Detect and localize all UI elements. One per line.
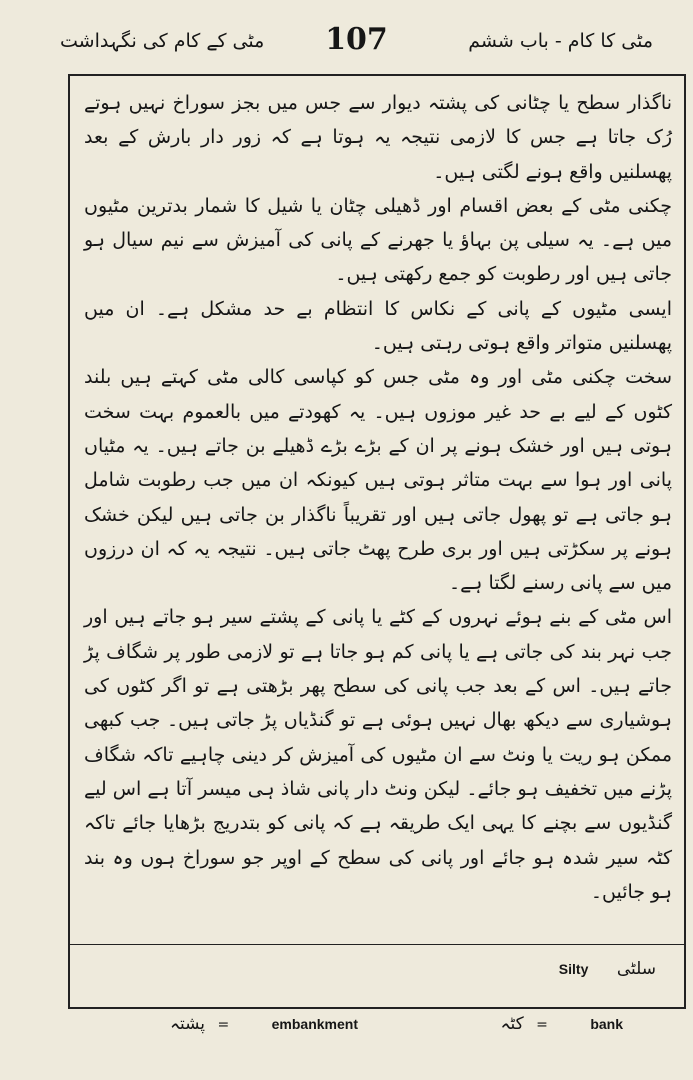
chapter-running-title: مٹی کے کام کی نگہداشت	[60, 30, 265, 52]
footnote-divider	[70, 944, 684, 945]
glossary-english: bank	[590, 1016, 623, 1032]
paragraph: ایسی مٹیوں کے پانی کے نکاس کا انتظام بے حد مشکل ہے۔ ان میں پھسلنیں متواتر واقع ہوتی رہتی ہیں۔	[84, 297, 672, 355]
body-text	[84, 86, 672, 909]
footnote	[559, 959, 656, 979]
glossary-urdu: پشتہ	[170, 1014, 205, 1034]
glossary-urdu: کٹہ	[500, 1014, 524, 1034]
footnote-english: Silty	[558, 961, 589, 977]
glossary-english: embankment	[271, 1016, 358, 1032]
paragraph: ناگذار سطح یا چٹانی کی پشتہ دیوار سے جس میں بجز سوراخ نہیں ہوتے رُک جاتا ہے جس کا لازمی نتیجہ یہ ہوتا ہے کہ زور دار بارش کے بعد پھسلنیں واقع ہونے لگتی ہیں۔	[84, 92, 672, 183]
equals-sign: =	[536, 1017, 548, 1033]
paragraph: سخت چکنی مٹی اور وہ مٹی جس کو کپاسی کالی مٹی کہتے ہیں بلند کٹوں کے لیے بے حد غیر موزوں ہیں۔ یہ کھودتے میں بالعموم بہت سخت ہوتی ہیں اور خشک ہونے پر ان کے بڑے بڑے ڈھیلے بن جاتے ہیں۔ یہ مٹیاں پانی اور ہوا سے بہت متاثر ہوتی ہیں کیونکہ ان میں جب رطوبت شامل ہو جاتی ہے تو پھول جاتی ہیں اور تقریباً ناگذار بن جاتی ہیں لیکن خشک ہونے پر سکڑتی ہیں اور بری طرح پھٹ جاتی ہیں۔ نتیجہ یہ کہ ان درزوں میں سے پانی رسنے لگتا ہے۔	[84, 366, 672, 595]
glossary-entry	[170, 1013, 358, 1034]
paragraph: اس مٹی کے بنے ہوئے نہروں کے کٹے یا پانی کے پشتے سیر ہو جاتے ہیں اور جب نہر بند کی جاتی ہے یا پانی کم ہو جاتا ہے تو لازمی طور پر شگاف پڑ جاتے ہیں۔ اس کے بعد جب پانی کی سطح پھر بڑھتی ہے تو اگر کٹوں کی ہوشیاری سے دیکھ بھال نہیں ہوئی ہے تو گنڈیاں پڑ جاتی ہیں۔ جب کبھی ممکن ہو ریت یا ونٹ سے ان مٹیوں کی آمیزش کر دینی چاہیے تاکہ شگاف پڑنے میں تخفیف ہو جائے۔ لیکن ونٹ دار پانی شاذ ہی میسر آتا ہے اس لیے گنڈیوں سے بچنے کا یہی ایک طریقہ ہے کہ پانی کو بتدریج بڑھایا جائے تاکہ کٹہ سیر شدہ ہو جائے اور پانی کی سطح کے اوپر جو سوراخ ہوں وہ بند ہو جائیں۔	[84, 606, 672, 903]
footnote-urdu: سلٹی	[616, 959, 656, 979]
glossary-footer	[170, 1013, 623, 1043]
glossary-entry	[500, 1013, 623, 1034]
paragraph: چکنی مٹی کے بعض اقسام اور ڈھیلی چٹان یا شیل کا شمار بدترین مٹیوں میں ہے۔ یہ سیلی پن بہاؤ یا جھرنے کے پانی کی آمیزش سے نیم سیال ہو جاتی ہیں اور رطوبت کو جمع رکھتی ہیں۔	[84, 194, 672, 286]
page-header	[60, 22, 653, 62]
equals-sign: =	[217, 1017, 230, 1033]
text-frame	[68, 74, 686, 1009]
page-number: 107	[325, 22, 388, 57]
book-running-title: مٹی کا کام - باب ششم	[468, 30, 653, 52]
